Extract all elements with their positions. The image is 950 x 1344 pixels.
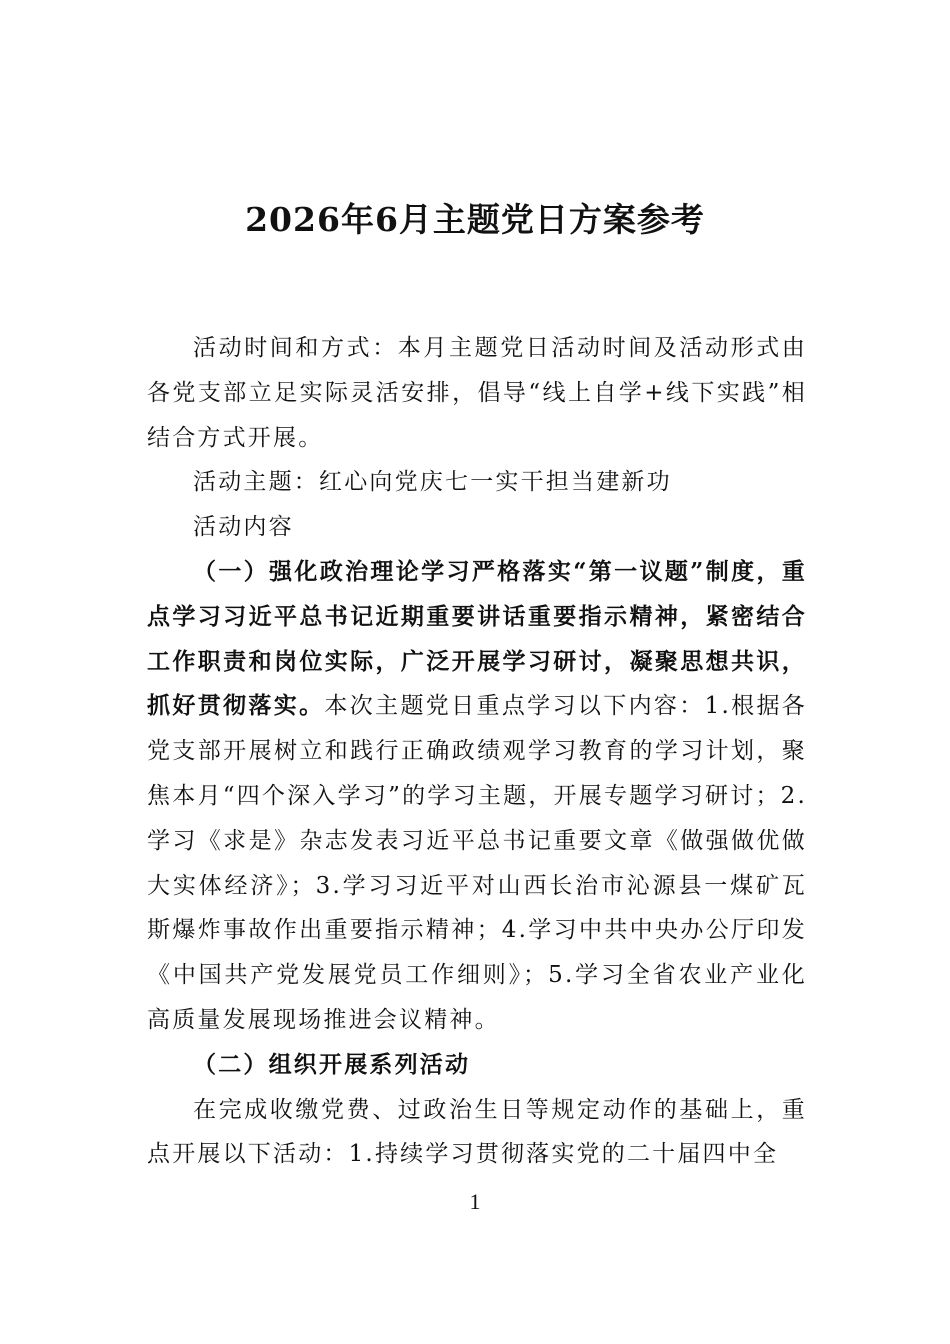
document-body (147, 326, 807, 1177)
section-two-heading: （二）组织开展系列活动 (193, 1050, 471, 1078)
section-one-normal-text: 本次主题党日重点学习以下内容：1.根据各党支部开展树立和践行正确政绩观学习教育的学习计划，聚焦本月“四个深入学习”的学习主题，开展专题学习研讨；2.学习《求是》杂志发表习近平总书记重要文章《做强做优做大实体经济》；3.学习习近平对山西长治市沁源县一煤矿瓦斯爆炸事故作出重要指示精神；4.学习中共中央办公厅印发《中国共产党发展党员工作细则》；5.学习全省农业产业化高质量发展现场推进会议精神。 (147, 693, 807, 1033)
section-two-paragraph: 在完成收缴党费、过政治生日等规定动作的基础上，重点开展以下活动：1.持续学习贯彻落实党的二十届四中全 (147, 1096, 807, 1168)
document-title: 2026年6月主题党日方案参考 (245, 200, 705, 239)
section-one-paragraph (147, 550, 807, 1043)
page-number: 1 (469, 1189, 481, 1214)
activity-content-heading: 活动内容 (193, 514, 294, 541)
section-one-bold-text: （一）强化政治理论学习严格落实“第一议题”制度，重点学习习近平总书记近期重要讲话重要指示精神，紧密结合工作职责和岗位实际，广泛开展学习研讨，凝聚思想共识，抓好贯彻落实。 (147, 557, 807, 720)
activity-time-paragraph: 活动时间和方式：本月主题党日活动时间及活动形式由各党支部立足实际灵活安排，倡导“线上自学+线下实践”相结合方式开展。 (147, 335, 807, 451)
activity-theme-paragraph: 活动主题：红心向党庆七一实干担当建新功 (193, 469, 672, 496)
